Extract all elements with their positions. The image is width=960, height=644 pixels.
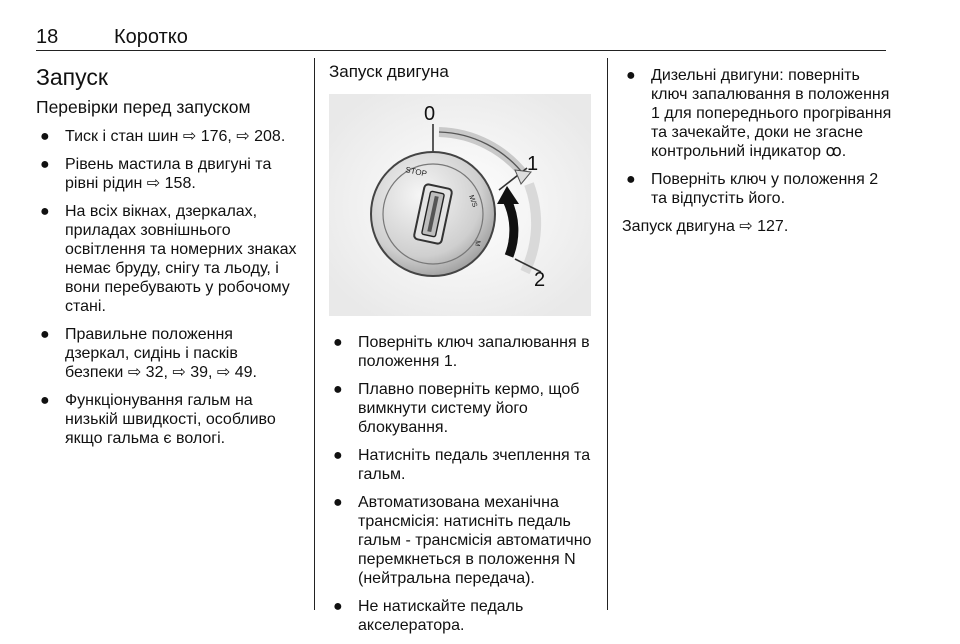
bullet-icon: ● (40, 203, 50, 220)
list-item: ● На всіх вікнах, дзеркалах, приладах зовнішнього освітлення та номерних знаках немає бруду, снігу та льоду, і вони перебувають у робочому стані. (40, 203, 297, 315)
bullet-icon: ● (40, 156, 50, 173)
label-stop: STOP (404, 165, 428, 179)
bullet-icon: ● (333, 381, 343, 398)
section-title: Коротко (114, 26, 188, 48)
bullet-icon: ● (40, 392, 50, 409)
bullet-icon: ● (333, 494, 343, 511)
page-number: 18 (36, 26, 59, 48)
checklist (36, 127, 298, 448)
column-divider (607, 58, 608, 610)
page-header (36, 24, 886, 51)
label-position-1: 1 (527, 153, 539, 175)
start-steps (329, 333, 595, 635)
bullet-icon: ● (626, 67, 636, 84)
bullet-icon: ● (333, 447, 343, 464)
column-right (622, 66, 892, 236)
heading-start: Запуск (36, 64, 108, 90)
label-mode: M/S (467, 194, 478, 209)
bullet-icon: ● (40, 326, 50, 343)
list-item: ● Плавно поверніть кермо, щоб вимкнути систему його блокування. (333, 381, 580, 436)
start-steps-continued (622, 66, 892, 208)
column-middle (329, 58, 595, 644)
list-item: ● Поверніть ключ у положення 2 та відпустіть його. (626, 171, 879, 207)
label-m: M (473, 239, 481, 247)
bullet-icon: ● (333, 598, 343, 615)
list-item: ● Рівень мастила в двигуні та рівні рідин ⇨ 158. (40, 156, 272, 192)
column-left (36, 58, 298, 457)
bullet-icon: ● (626, 171, 636, 188)
list-item: ● Поверніть ключ запалювання в положення 1. (333, 334, 590, 370)
label-position-0: 0 (424, 103, 436, 125)
list-item: ● Дизельні двигуни: поверніть ключ запалювання в положення 1 для попереднього прогрівання та зачекайте, доки не згасне контрольний індикатор ꝏ. (626, 67, 892, 160)
heading-engine-start: Запуск двигуна (329, 62, 449, 81)
bullet-icon: ● (333, 334, 343, 351)
list-item: ● Тиск і стан шин ⇨ 176, ⇨ 208. (40, 128, 286, 145)
list-item: ● Натисніть педаль зчеплення та гальм. (333, 447, 591, 483)
heading-pre-start-checks: Перевірки перед запуском (36, 97, 251, 117)
list-item: ● Функціонування гальм на низькій швидкості, особливо якщо гальма є вологі. (40, 392, 276, 447)
list-item: ● Автоматизована механічна трансмісія: натисніть педаль гальм - трансмісія автоматично перемкнеться в положення N (нейтральна передача). (333, 494, 592, 587)
list-item: ● Правильне положення дзеркал, сидінь і пасків безпеки ⇨ 32, ⇨ 39, ⇨ 49. (40, 326, 257, 381)
label-position-2: 2 (534, 269, 546, 291)
column-divider (314, 58, 315, 610)
bullet-icon: ● (40, 128, 50, 145)
list-item: ● Не натискайте педаль акселератора. (333, 598, 524, 634)
cross-reference: Запуск двигуна ⇨ 127. (622, 218, 789, 235)
ignition-key-figure (329, 94, 591, 316)
